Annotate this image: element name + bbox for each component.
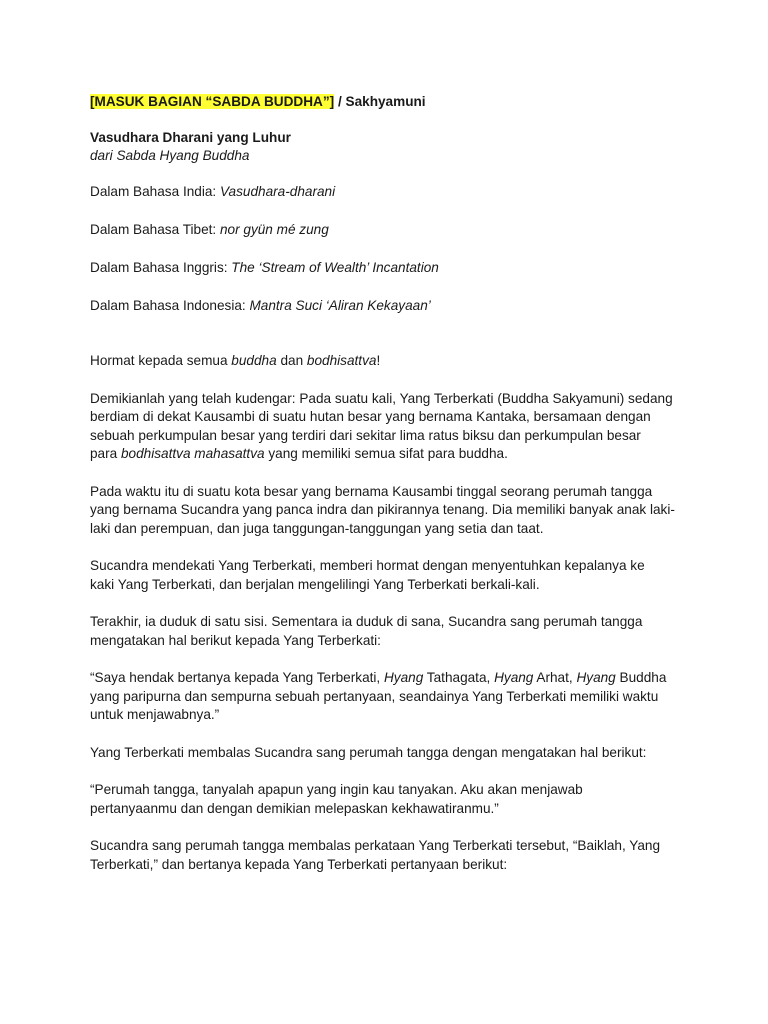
paragraph-6 [90,744,680,763]
text-line: “Perumah tangga, tanyalah apapun yang ingin kau tanyakan. Aku akan menjawab [90,782,583,797]
paragraph-2 [90,483,680,539]
text-run-italic: buddha [231,353,277,368]
text-run-italic: bodhisattva mahasattva [120,446,265,461]
text-run: Hormat kepada semua [90,353,232,368]
text-line: yang bernama Sucandra yang panca indra dan pikirannya tenang. Dia memiliki banyak anak laki- [90,502,675,517]
text-line: Sucandra sang perumah tangga membalas perkataan Yang Terberkati tersebut, “Baiklah, Yang [90,838,661,853]
text-line: Demikianlah yang telah kudengar: Pada suatu kali, Yang Terberkati (Buddha Sakyamuni) sedang [90,390,673,406]
document-source [90,147,680,166]
text-line: yang paripurna dan sempurna sebuah pertanyaan, seandainya Yang Terberkati memiliki waktu [90,688,659,704]
language-label: Dalam Bahasa Tibet: [90,221,220,237]
text-run: Buddha [615,670,667,685]
language-value: nor gyün mé zung [219,221,329,237]
text-line: Pada waktu itu di suatu kota besar yang bernama Kausambi tinggal seorang perumah tangga [90,483,653,499]
text-run: Arhat, [533,670,577,685]
text-line: pertanyaanmu dan dengan demikian melepaskan kekhawatiranmu.” [90,800,499,816]
text-line: Sucandra mendekati Yang Terberkati, memberi hormat dengan menyentuhkan kepalanya ke [90,558,645,573]
text-line: sebuah perkumpulan besar yang terdiri dari sekitar lima ratus biksu dan perkumpulan besar [90,427,641,443]
language-label: Dalam Bahasa India: [90,183,220,199]
paragraph-1 [90,390,680,464]
text-line [90,669,680,688]
text-line: laki dan perempuan, dan juga tanggungan-tanggungan yang setia dan taat. [90,520,544,536]
language-value: Mantra Suci ‘Aliran Kekayaan’ [249,297,431,313]
highlighted-section-tag: [MASUK BAGIAN “SABDA BUDDHA”] [90,94,335,109]
text-line: Yang Terberkati membalas Sucandra sang perumah tangga dengan mengatakan hal berikut: [90,744,647,760]
text-line: mengatakan hal berikut kepada Yang Terberkati: [90,632,381,648]
text-run-italic: Hyang [576,670,616,685]
text-line: berdiam di dekat Kausambi di suatu hutan besar yang bernama Kantaka, bersamaan dengan [90,409,651,424]
source-text: dari Sabda Hyang Buddha [90,148,250,163]
heading-author: / Sakhyamuni [334,94,426,109]
document-body [90,93,680,893]
text-line [90,445,680,464]
section-heading [90,93,680,112]
paragraph-3 [90,557,680,594]
language-label: Dalam Bahasa Inggris: [90,259,232,275]
text-run: ! [376,353,381,368]
text-run: Tathagata, [423,670,495,685]
text-line: untuk menjawabnya.” [90,707,220,722]
language-line-indonesia [90,297,680,316]
paragraph-7 [90,781,680,818]
text-line: Terberkati,” dan bertanya kepada Yang Terberkati pertanyaan berikut: [90,856,508,872]
text-line: kaki Yang Terberkati, dan berjalan mengelilingi Yang Terberkati berkali-kali. [90,576,540,592]
text-line: Terakhir, ia duduk di satu sisi. Sementara ia duduk di sana, Sucandra sang perumah tangga [90,614,643,629]
language-value: The ‘Stream of Wealth’ Incantation [231,259,439,275]
paragraph-5 [90,669,680,725]
language-line-tibet [90,221,680,240]
document-title: Vasudhara Dharani yang Luhur [90,129,291,145]
paragraph-8 [90,837,680,874]
homage-paragraph [90,352,680,371]
text-run: yang memiliki semua sifat para buddha. [264,446,508,461]
language-label: Dalam Bahasa Indonesia: [90,297,250,313]
text-run: para [90,446,121,461]
language-line-english [90,259,680,278]
text-run: dan [276,353,307,368]
text-run-italic: bodhisattva [306,353,377,368]
text-run-italic: Hyang [383,670,424,685]
language-line-india [90,183,680,202]
text-run-italic: Hyang [494,670,534,685]
paragraph-4 [90,613,680,650]
language-value: Vasudhara-dharani [219,183,336,199]
text-run: “Saya hendak bertanya kepada Yang Terberkati, [90,670,384,685]
